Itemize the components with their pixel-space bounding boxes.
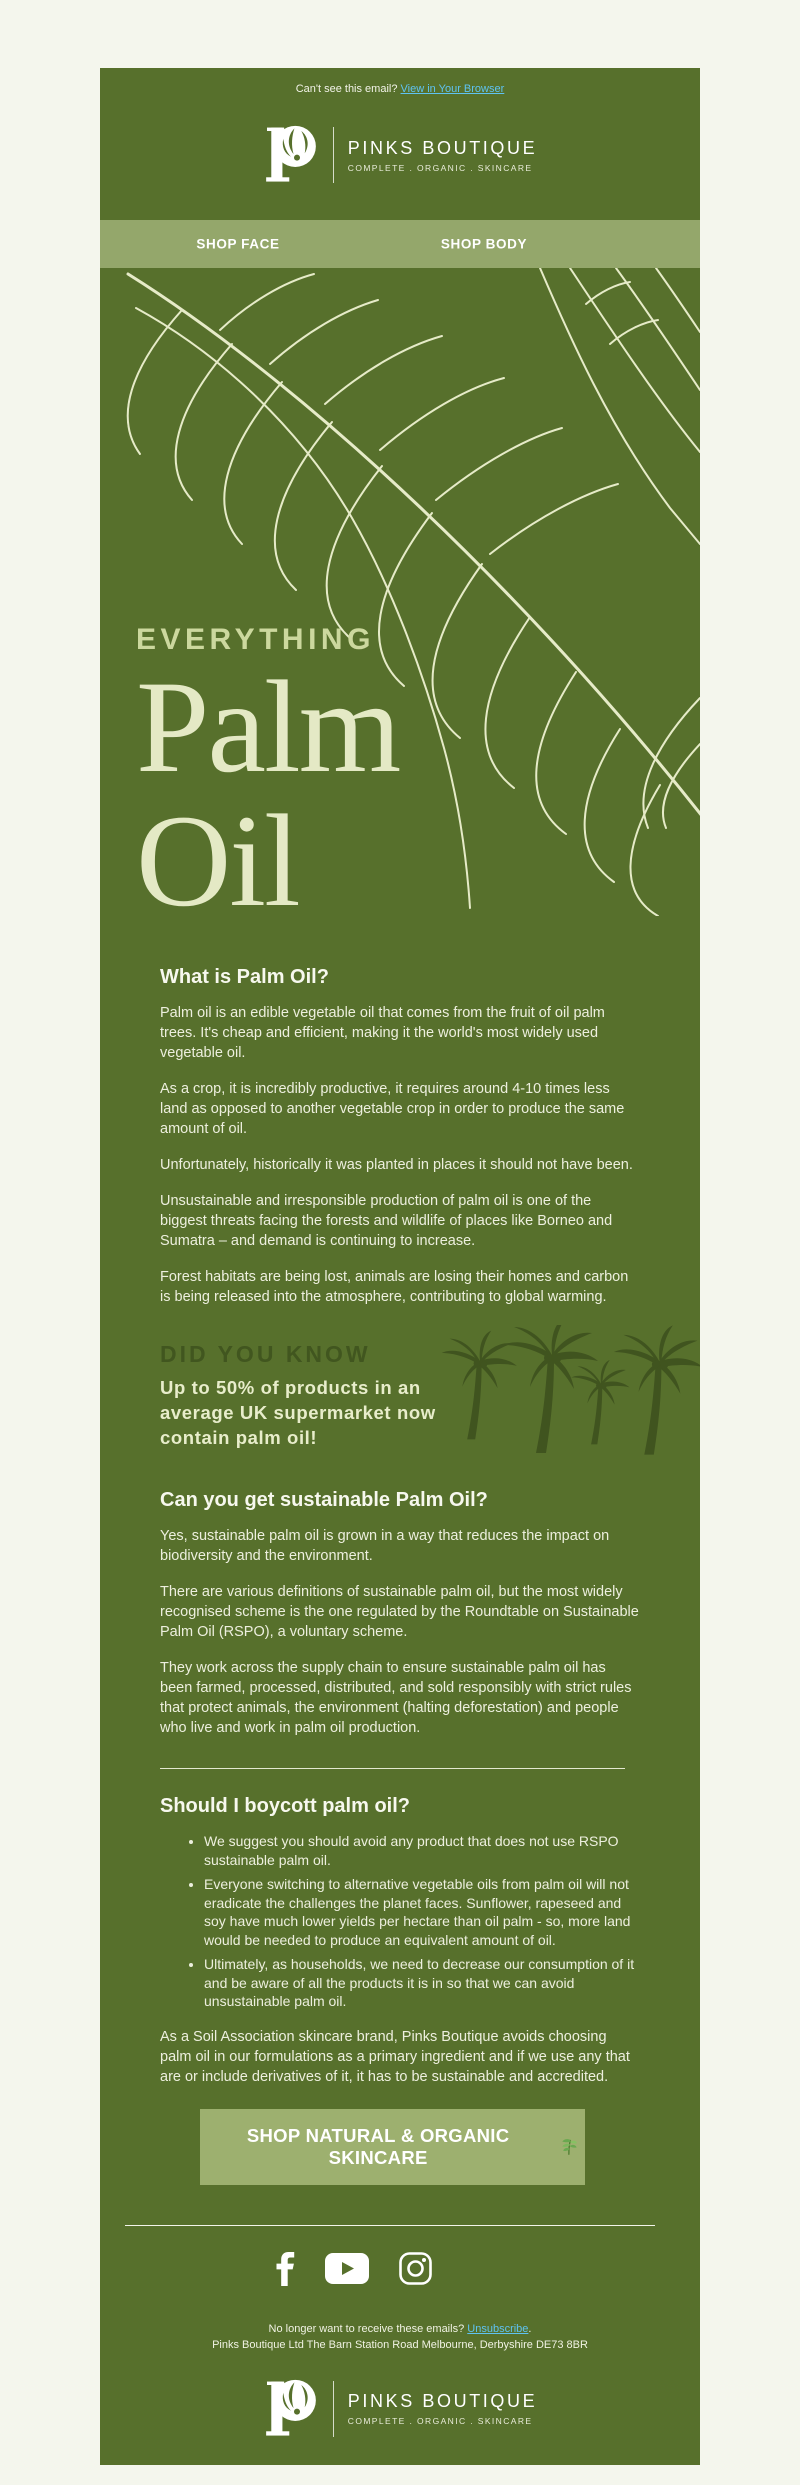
unsubscribe-link[interactable]: Unsubscribe [467,2322,529,2335]
hero-banner [100,268,700,916]
nav-bar [100,220,700,268]
logo-monogram-icon [263,2379,319,2439]
logo-monogram-icon [263,125,319,185]
logo-divider [333,127,334,183]
nav-item-shop-face[interactable]: SHOP FACE [196,236,280,252]
hero-kicker: EVERYTHING [136,623,375,656]
did-you-know-text: Up to 50% of products in an average UK supermarket now contain palm oil! [160,1377,436,1448]
hero-title-line1: Palm [136,653,400,800]
bullet-item: • Everyone switching to alternative vegetable oils from palm oil will not eradicate the challenges the planet faces. Sunflower, rapeseed and soy have much lower yields per hectare than oil palm - so, more land would be needed to produce an equivalent amount of oil. [204,1875,640,1949]
view-in-browser-link[interactable]: View in Your Browser [400,83,505,95]
paragraph: Yes, sustainable palm oil is grown in a way that reduces the impact on biodiversity and the environment. [160,1528,610,1564]
youtube-icon[interactable] [325,2253,369,2289]
brand-tagline: COMPLETE . ORGANIC . SKINCARE [347,162,533,173]
unsubscribe-text: No longer want to receive these emails? [268,2322,465,2335]
brand-logo-footer [100,2379,700,2439]
brand-name: PINKS BOUTIQUE [347,2391,538,2411]
logo-divider [333,2381,334,2437]
boycott-heading: Should I boycott palm oil? [160,1795,410,1817]
hero-title-line2: Oil [136,787,299,916]
shop-skincare-button-label: SHOP NATURAL & ORGANIC SKINCARE [246,2124,510,2168]
what-heading: What is Palm Oil? [160,966,329,988]
brand-tagline: COMPLETE . ORGANIC . SKINCARE [347,2416,533,2426]
brand-name: PINKS BOUTIQUE [347,137,538,158]
paragraph: Unsustainable and irresponsible production of palm oil is one of the biggest threats facing the forests and wildlife of places like Borneo and Sumatra – and demand is continuing to increase. [160,1193,613,1249]
social-row [53,2252,653,2291]
footer-text [100,2321,700,2353]
shop-skincare-button[interactable] [200,2109,585,2185]
palm-trees-icon [440,1325,700,1455]
preheader-text: Can't see this email? [295,83,398,95]
paragraph: Forest habitats are being lost, animals are losing their homes and carbon is being released into the atmosphere, contributing to global warming. [160,1269,629,1305]
sustainable-heading: Can you get sustainable Palm Oil? [160,1489,488,1511]
bullet-item: • Ultimately, as households, we need to decrease our consumption of it and be aware of all the products it is in so that we can avoid unsustainable palm oil. [204,1955,640,2011]
paragraph: They work across the supply chain to ensure sustainable palm oil has been farmed, processed, distributed, and sold responsibly with strict rules that protect animals, the environment (halting deforestation) and people who live and work in palm oil production. [160,1660,632,1736]
preheader [100,68,700,95]
unsubscribe-line: No longer want to receive these emails? Unsubscribe. [268,2322,532,2335]
paragraph: There are various definitions of sustainable palm oil, but the most widely recognised scheme is the one regulated by the Roundtable on Sustainable Palm Oil (RSPO), a voluntary scheme. [160,1584,639,1640]
bullet-list [160,1832,640,2011]
herb-icon [559,2136,579,2157]
brand-logo [100,125,700,185]
main-content [100,916,700,2226]
email-body [100,68,700,2465]
instagram-icon[interactable] [399,2252,432,2290]
facebook-icon[interactable] [275,2252,295,2291]
section-divider [160,1768,625,1769]
closing-paragraph: As a Soil Association skincare brand, Pinks Boutique avoids choosing palm oil in our formulations as a primary ingredient and if we use any that are or include derivatives of it, it has to be sustainable and accredited. [160,2028,630,2085]
address-text: Pinks Boutique Ltd The Barn Station Road Melbourne, Derbyshire DE73 8BR [212,2338,588,2351]
bullet-item: • We suggest you should avoid any product that does not use RSPO sustainable palm oil. [204,1832,640,1869]
nav-item-shop-body[interactable]: SHOP BODY [440,236,528,252]
paragraph: Palm oil is an edible vegetable oil that comes from the fruit of oil palm trees. It's cheap and efficient, making it the world's most widely used vegetable oil. [160,1005,605,1061]
did-you-know-block [160,1341,640,1453]
paragraph: Unfortunately, historically it was planted in places it should not have been. [160,1157,633,1173]
footer-divider [125,2225,655,2226]
did-you-know-heading: DID YOU KNOW [160,1341,371,1367]
paragraph: As a crop, it is incredibly productive, it requires around 4-10 times less land as opposed to another vegetable crop in order to produce the same amount of oil. [160,1081,625,1137]
